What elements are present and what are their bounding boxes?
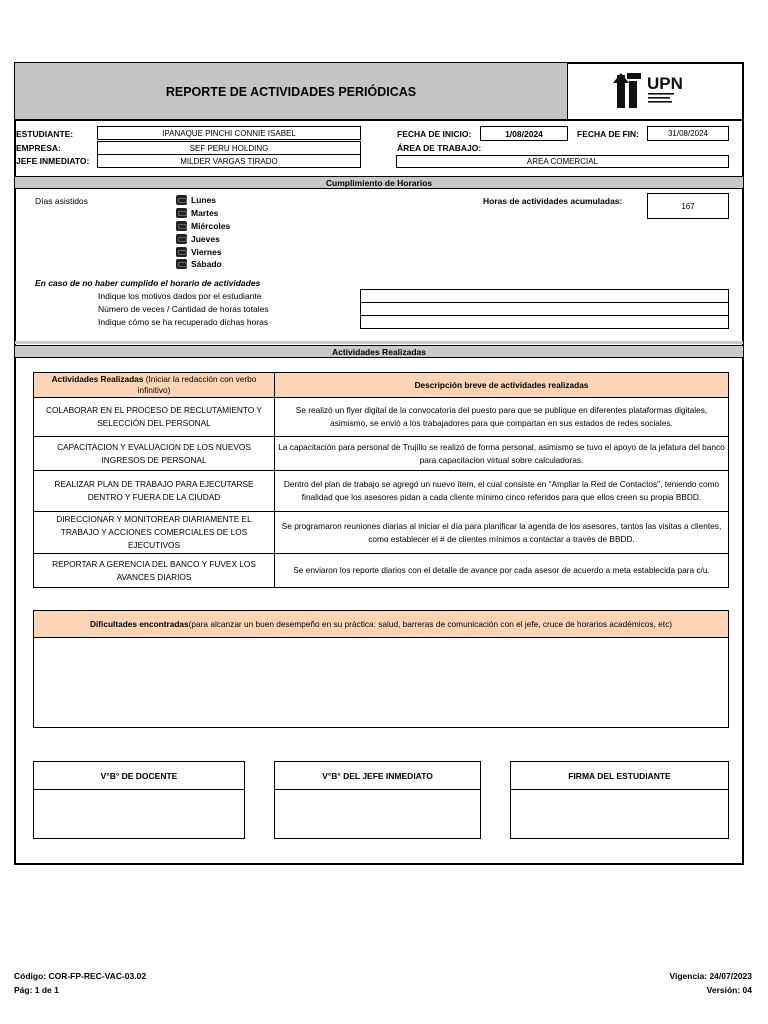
dificultades-field[interactable] [33, 637, 729, 728]
descripcion-cell[interactable]: Dentro del plan de trabajo se agregó un nuevo ítem, el cual consiste en "Ampliar la Red de Contactos", teniendo como finalidad que los asesores pidan a cada cliente mínimo cinco referidos para que ellos creen su propia BBDD. [275, 471, 729, 512]
day-sabado[interactable]: Sábado [176, 258, 230, 271]
actividad-cell[interactable]: CAPACITACION Y EVALUACION DE LOS NUEVOS INGRESOS DE PERSONAL [34, 437, 275, 471]
horas-label: Horas de actividades acumuladas: [483, 196, 623, 206]
col-actividades-header: Actividades Realizadas (Iniciar la redacción con verbo infinitivo) [34, 373, 275, 398]
table-row [34, 437, 729, 471]
firma-estudiante-box[interactable] [510, 761, 729, 839]
checkbox-icon [176, 259, 187, 269]
actividad-cell[interactable]: REALIZAR PLAN DE TRABAJO PARA EJECUTARSE DENTRO Y FUERA DE LA CIUDAD [34, 471, 275, 512]
section-horarios: Cumplimiento de Horarios [15, 176, 743, 189]
checkbox-icon [176, 195, 187, 205]
footer-codigo: Código: COR-FP-REC-VAC-03.02 [14, 971, 147, 981]
checkbox-icon [176, 234, 187, 244]
page-title: REPORTE DE ACTIVIDADES PERIÓDICAS [15, 63, 568, 120]
fecha-fin-label: FECHA DE FIN: [577, 129, 640, 139]
footer-pagina: Pág: 1 de 1 [14, 985, 59, 995]
col-descripcion-header: Descripción breve de actividades realizadas [275, 373, 729, 398]
actividad-cell[interactable]: COLABORAR EN EL PROCESO DE RECLUTAMIENTO Y SELECCIÓN DEL PERSONAL [34, 398, 275, 437]
table-row [34, 471, 729, 512]
area-label: ÁREA DE TRABAJO: [397, 143, 482, 153]
day-viernes[interactable]: Viernes [176, 245, 230, 258]
fecha-fin-field[interactable]: 31/08/2024 [647, 126, 729, 141]
table-row [34, 398, 729, 437]
jefe-label: JEFE INMEDIATO: [16, 156, 90, 166]
estudiante-label: ESTUDIANTE: [16, 129, 74, 139]
checkbox-icon [176, 247, 187, 257]
footer-version: Versión: 04 [706, 985, 752, 995]
section-actividades: Actividades Realizadas [15, 345, 743, 358]
day-jueves[interactable]: Jueves [176, 232, 230, 245]
descripcion-cell[interactable]: Se realizó un flyer digital de la convocatoria del puesto para que se publique en diferentes plataformas digitales, asimismo, se envió a los trabajadores para que compartan en sus estados de redes sociales. [275, 398, 729, 437]
actividades-table [33, 372, 729, 588]
empresa-label: EMPRESA: [16, 143, 61, 153]
descripcion-cell[interactable]: La capacitación para personal de Trujillo se realizó de forma personal, asimismo se tuvo el apoyo de la jefatura del banco para capacitacion virtual sobre calculadoras. [275, 437, 729, 471]
empresa-field[interactable]: SEF PERU HOLDING [97, 141, 361, 155]
estudiante-field[interactable]: IPANAQUE PINCHI CONNIE ISABEL [97, 126, 361, 140]
fecha-inicio-label: FECHA DE INICIO: [397, 129, 472, 139]
firma-estudiante-label: FIRMA DEL ESTUDIANTE [511, 762, 728, 790]
actividad-cell[interactable]: DIRECCIONAR Y MONITOREAR DIARIAMENTE EL TRABAJO Y ACCIONES COMERCIALES DE LOS EJECUTIVOS [34, 512, 275, 554]
section-divider [15, 341, 743, 344]
table-row [34, 512, 729, 554]
fecha-inicio-field[interactable]: 1/08/2024 [480, 126, 568, 141]
no-cumplido-title: En caso de no haber cumplido el horario de actividades [35, 278, 261, 288]
descripcion-cell[interactable]: Se programaron reuniones diarias al iniciar el día para planificar la agenda de los asesores, tantos las visitas a clientes, como establecer el # de clientes mínimos a contactar a través de BBDD. [275, 512, 729, 554]
checkbox-icon [176, 221, 187, 231]
footer-vigencia: Vigencia: 24/07/2023 [669, 971, 752, 981]
recuperado-field[interactable] [360, 315, 729, 329]
area-field[interactable]: AREA COMERCIAL [396, 155, 729, 168]
dias-list [176, 194, 230, 271]
header-divider [15, 119, 743, 121]
upn-logo [569, 63, 743, 120]
firma-jefe-box[interactable] [274, 761, 481, 839]
day-lunes[interactable]: Lunes [176, 194, 230, 207]
actividad-cell[interactable]: REPORTAR A GERENCIA DEL BANCO Y FUVEX LOS AVANCES DIARIOS [34, 554, 275, 588]
dias-label: Días asistidos [35, 196, 88, 206]
recuperado-label: Indique cómo se ha recuperado dichas horas [98, 317, 269, 327]
dificultades-header: Dificultades encontradas (para alcanzar un buen desempeño en su práctica: salud, barreras de comunicación con el jefe, cruce de horarios académicos, etc) [33, 610, 729, 638]
motivos-field[interactable] [360, 289, 729, 303]
descripcion-cell[interactable]: Se enviaron los reporte diarios con el detalle de avance por cada asesor de acuerdo a meta establecida para c/u. [275, 554, 729, 588]
day-martes[interactable]: Martes [176, 207, 230, 220]
firma-jefe-label: V°B° DEL JEFE INMEDIATO [275, 762, 480, 790]
jefe-field[interactable]: MILDER VARGAS TIRADO [97, 154, 361, 168]
firma-docente-box[interactable] [33, 761, 245, 839]
checkbox-icon [176, 208, 187, 218]
numero-field[interactable] [360, 302, 729, 316]
motivos-label: Indique los motivos dados por el estudiante [98, 291, 262, 301]
firma-docente-label: V°B° DE DOCENTE [34, 762, 244, 790]
day-miercoles[interactable]: Miércoles [176, 220, 230, 233]
table-row [34, 554, 729, 588]
logo-text: UPN [647, 74, 683, 93]
numero-label: Número de veces / Cantidad de horas totales [98, 304, 269, 314]
horas-field[interactable]: 167 [647, 193, 729, 219]
